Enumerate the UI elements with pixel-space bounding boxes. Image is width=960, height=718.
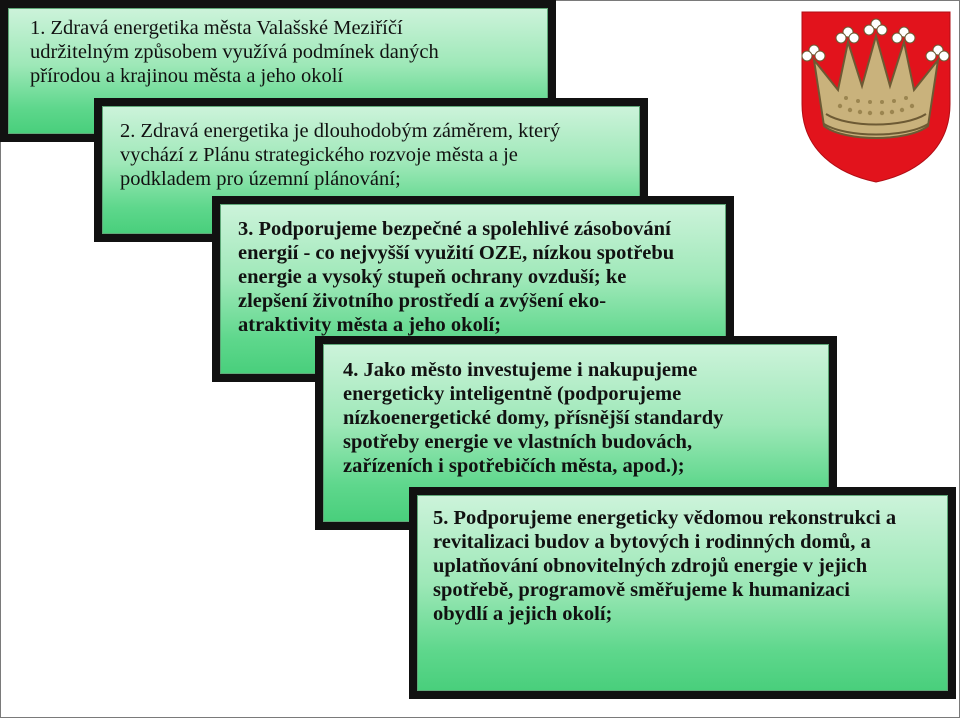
point-5-text — [433, 506, 953, 626]
point-4-line-5: zařízeních i spotřebičích města, apod.); — [343, 455, 685, 477]
point-3-number: 3. — [238, 218, 254, 240]
point-1-line-2: udržitelným způsobem využívá podmínek daných — [30, 41, 439, 63]
point-4-line-1-text: Jako město investujeme i nakupujeme — [363, 359, 698, 381]
point-card-5 — [409, 487, 956, 699]
point-2-text — [120, 119, 640, 191]
point-5-number: 5. — [433, 507, 449, 529]
point-4-text — [343, 358, 833, 478]
point-4-line-1 — [343, 358, 833, 382]
point-4-line-2: energeticky inteligentně (podporujeme — [343, 383, 682, 405]
point-5-line-1 — [433, 506, 953, 530]
point-3-line-4: zlepšení životního prostředí a zvýšení eko- — [238, 290, 607, 312]
point-5-line-2: revitalizaci budov a bytových i rodinných domů, a — [433, 531, 871, 553]
point-1-line-1-text: Zdravá energetika města Valašské Meziříčí — [50, 17, 403, 39]
point-3-text — [238, 217, 728, 337]
point-2-number: 2. — [120, 120, 136, 142]
point-2-line-3: podkladem pro územní plánování; — [120, 168, 401, 190]
point-2-line-2: vychází z Plánu strategického rozvoje města a je — [120, 144, 518, 166]
point-5-line-3: uplatňování obnovitelných zdrojů energie v jejich — [433, 555, 868, 577]
point-5-line-1-text: Podporujeme energeticky vědomou rekonstrukci a — [453, 507, 897, 529]
point-4-number: 4. — [343, 359, 359, 381]
point-3-line-2: energií - co nejvyšší využití OZE, nízkou spotřebu — [238, 242, 675, 264]
coat-of-arms-icon — [796, 6, 956, 186]
point-2-line-1 — [120, 119, 640, 143]
point-3-line-1-text: Podporujeme bezpečné a spolehlivé zásobování — [258, 218, 671, 240]
point-2-line-1-text: Zdravá energetika je dlouhodobým záměrem, který — [140, 120, 561, 142]
point-3-line-5: atraktivity města a jeho okolí; — [238, 314, 502, 336]
point-1-line-1 — [30, 16, 550, 40]
point-3-line-3: energie a vysoký stupeň ochrany ovzduší; ke — [238, 266, 627, 288]
point-4-line-4: spotřeby energie ve vlastních budovách, — [343, 431, 693, 453]
point-1-number: 1. — [30, 17, 46, 39]
point-4-line-3: nízkoenergetické domy, přísnější standardy — [343, 407, 724, 429]
point-1-text — [30, 16, 550, 88]
point-5-line-4: spotřebě, programově směřujeme k humanizaci — [433, 579, 850, 601]
coat-of-arms-graphic — [796, 6, 956, 186]
point-1-line-3: přírodou a krajinou města a jeho okolí — [30, 65, 344, 87]
point-3-line-1 — [238, 217, 728, 241]
point-5-line-5: obydlí a jejich okolí; — [433, 603, 613, 625]
